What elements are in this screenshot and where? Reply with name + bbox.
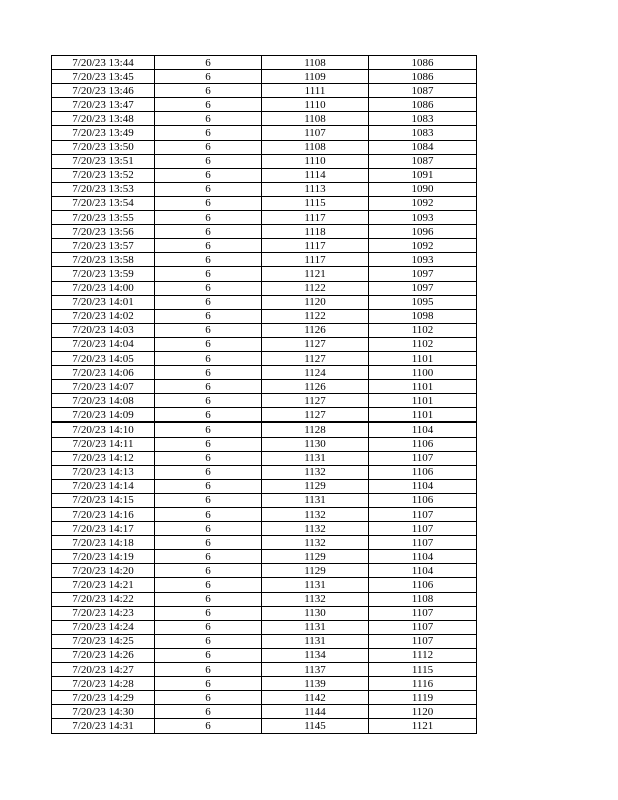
value-cell-1: 6: [155, 211, 262, 225]
table-row: [52, 337, 477, 351]
value-cell-3: 1087: [369, 84, 477, 98]
table-row: [52, 394, 477, 408]
value-cell-1: 6: [155, 592, 262, 606]
timestamp-cell: 7/20/23 14:21: [52, 578, 155, 592]
value-cell-1: 6: [155, 479, 262, 493]
value-cell-1: 6: [155, 663, 262, 677]
timestamp-cell: 7/20/23 14:16: [52, 508, 155, 522]
value-cell-3: 1106: [369, 437, 477, 451]
table-row: [52, 154, 477, 168]
value-cell-2: 1120: [262, 295, 369, 309]
timestamp-cell: 7/20/23 14:15: [52, 493, 155, 507]
value-cell-1: 6: [155, 56, 262, 70]
value-cell-2: 1118: [262, 225, 369, 239]
timestamp-cell: 7/20/23 13:57: [52, 239, 155, 253]
timestamp-cell: 7/20/23 14:22: [52, 592, 155, 606]
value-cell-3: 1086: [369, 70, 477, 84]
timestamp-cell: 7/20/23 14:17: [52, 522, 155, 536]
value-cell-1: 6: [155, 536, 262, 550]
table-row: [52, 592, 477, 606]
value-cell-2: 1131: [262, 620, 369, 634]
table-row: [52, 225, 477, 239]
table-row: [52, 182, 477, 196]
value-cell-1: 6: [155, 182, 262, 196]
timestamp-cell: 7/20/23 13:49: [52, 126, 155, 140]
value-cell-2: 1110: [262, 154, 369, 168]
table-row: [52, 648, 477, 662]
value-cell-1: 6: [155, 394, 262, 408]
table-row: [52, 366, 477, 380]
value-cell-3: 1106: [369, 465, 477, 479]
value-cell-2: 1111: [262, 84, 369, 98]
table-body: [52, 56, 477, 734]
value-cell-3: 1104: [369, 564, 477, 578]
value-cell-1: 6: [155, 84, 262, 98]
value-cell-2: 1124: [262, 366, 369, 380]
value-cell-3: 1090: [369, 182, 477, 196]
value-cell-1: 6: [155, 140, 262, 154]
value-cell-2: 1114: [262, 168, 369, 182]
timestamp-cell: 7/20/23 14:12: [52, 451, 155, 465]
value-cell-2: 1128: [262, 422, 369, 437]
table-row: [52, 140, 477, 154]
value-cell-1: 6: [155, 323, 262, 337]
value-cell-1: 6: [155, 267, 262, 281]
value-cell-3: 1093: [369, 253, 477, 267]
table-row: [52, 295, 477, 309]
value-cell-1: 6: [155, 620, 262, 634]
table-row: [52, 465, 477, 479]
value-cell-1: 6: [155, 493, 262, 507]
value-cell-3: 1104: [369, 479, 477, 493]
value-cell-1: 6: [155, 98, 262, 112]
value-cell-3: 1087: [369, 154, 477, 168]
value-cell-3: 1102: [369, 323, 477, 337]
data-table: [51, 55, 477, 734]
value-cell-3: 1112: [369, 648, 477, 662]
timestamp-cell: 7/20/23 13:58: [52, 253, 155, 267]
value-cell-1: 6: [155, 437, 262, 451]
value-cell-2: 1131: [262, 634, 369, 648]
value-cell-3: 1086: [369, 56, 477, 70]
timestamp-cell: 7/20/23 14:18: [52, 536, 155, 550]
table-row: [52, 267, 477, 281]
value-cell-2: 1127: [262, 337, 369, 351]
table-row: [52, 309, 477, 323]
value-cell-3: 1107: [369, 522, 477, 536]
value-cell-3: 1098: [369, 309, 477, 323]
value-cell-1: 6: [155, 422, 262, 437]
value-cell-2: 1129: [262, 564, 369, 578]
value-cell-2: 1144: [262, 705, 369, 719]
value-cell-2: 1108: [262, 140, 369, 154]
value-cell-1: 6: [155, 154, 262, 168]
value-cell-3: 1083: [369, 126, 477, 140]
timestamp-cell: 7/20/23 14:19: [52, 550, 155, 564]
value-cell-1: 6: [155, 126, 262, 140]
table-row: [52, 408, 477, 423]
value-cell-1: 6: [155, 281, 262, 295]
value-cell-2: 1145: [262, 719, 369, 733]
value-cell-2: 1110: [262, 98, 369, 112]
value-cell-2: 1117: [262, 211, 369, 225]
value-cell-1: 6: [155, 253, 262, 267]
timestamp-cell: 7/20/23 14:31: [52, 719, 155, 733]
timestamp-cell: 7/20/23 14:10: [52, 422, 155, 437]
value-cell-3: 1097: [369, 267, 477, 281]
table-row: [52, 606, 477, 620]
value-cell-3: 1093: [369, 211, 477, 225]
timestamp-cell: 7/20/23 13:52: [52, 168, 155, 182]
value-cell-3: 1106: [369, 493, 477, 507]
value-cell-1: 6: [155, 508, 262, 522]
value-cell-2: 1132: [262, 592, 369, 606]
value-cell-3: 1107: [369, 634, 477, 648]
timestamp-cell: 7/20/23 14:03: [52, 323, 155, 337]
value-cell-3: 1120: [369, 705, 477, 719]
value-cell-3: 1101: [369, 408, 477, 423]
value-cell-2: 1131: [262, 493, 369, 507]
timestamp-cell: 7/20/23 13:44: [52, 56, 155, 70]
value-cell-2: 1134: [262, 648, 369, 662]
value-cell-2: 1130: [262, 606, 369, 620]
value-cell-1: 6: [155, 309, 262, 323]
value-cell-1: 6: [155, 465, 262, 479]
value-cell-2: 1137: [262, 663, 369, 677]
value-cell-2: 1107: [262, 126, 369, 140]
table-row: [52, 380, 477, 394]
value-cell-1: 6: [155, 295, 262, 309]
value-cell-3: 1083: [369, 112, 477, 126]
value-cell-3: 1101: [369, 394, 477, 408]
value-cell-2: 1127: [262, 351, 369, 365]
value-cell-3: 1084: [369, 140, 477, 154]
value-cell-3: 1086: [369, 98, 477, 112]
timestamp-cell: 7/20/23 13:59: [52, 267, 155, 281]
table-row: [52, 677, 477, 691]
value-cell-2: 1126: [262, 380, 369, 394]
table-row: [52, 493, 477, 507]
value-cell-1: 6: [155, 366, 262, 380]
table-row: [52, 564, 477, 578]
value-cell-1: 6: [155, 578, 262, 592]
value-cell-1: 6: [155, 380, 262, 394]
timestamp-cell: 7/20/23 14:28: [52, 677, 155, 691]
value-cell-1: 6: [155, 550, 262, 564]
table-row: [52, 663, 477, 677]
table-row: [52, 211, 477, 225]
timestamp-cell: 7/20/23 13:46: [52, 84, 155, 98]
timestamp-cell: 7/20/23 14:30: [52, 705, 155, 719]
value-cell-2: 1126: [262, 323, 369, 337]
timestamp-cell: 7/20/23 14:29: [52, 691, 155, 705]
timestamp-cell: 7/20/23 14:00: [52, 281, 155, 295]
timestamp-cell: 7/20/23 14:11: [52, 437, 155, 451]
timestamp-cell: 7/20/23 13:48: [52, 112, 155, 126]
table-row: [52, 253, 477, 267]
value-cell-1: 6: [155, 112, 262, 126]
value-cell-3: 1108: [369, 592, 477, 606]
value-cell-2: 1117: [262, 253, 369, 267]
value-cell-3: 1092: [369, 196, 477, 210]
timestamp-cell: 7/20/23 14:06: [52, 366, 155, 380]
timestamp-cell: 7/20/23 14:25: [52, 634, 155, 648]
timestamp-cell: 7/20/23 14:09: [52, 408, 155, 423]
value-cell-3: 1102: [369, 337, 477, 351]
value-cell-3: 1107: [369, 606, 477, 620]
value-cell-2: 1131: [262, 578, 369, 592]
value-cell-2: 1132: [262, 536, 369, 550]
timestamp-cell: 7/20/23 13:50: [52, 140, 155, 154]
value-cell-1: 6: [155, 196, 262, 210]
value-cell-1: 6: [155, 168, 262, 182]
table-row: [52, 536, 477, 550]
timestamp-cell: 7/20/23 14:08: [52, 394, 155, 408]
value-cell-2: 1129: [262, 479, 369, 493]
value-cell-1: 6: [155, 337, 262, 351]
value-cell-3: 1100: [369, 366, 477, 380]
value-cell-1: 6: [155, 225, 262, 239]
value-cell-3: 1107: [369, 536, 477, 550]
value-cell-3: 1092: [369, 239, 477, 253]
value-cell-3: 1107: [369, 620, 477, 634]
timestamp-cell: 7/20/23 14:26: [52, 648, 155, 662]
value-cell-1: 6: [155, 677, 262, 691]
value-cell-1: 6: [155, 719, 262, 733]
value-cell-1: 6: [155, 70, 262, 84]
value-cell-2: 1132: [262, 465, 369, 479]
timestamp-cell: 7/20/23 14:02: [52, 309, 155, 323]
value-cell-3: 1119: [369, 691, 477, 705]
value-cell-3: 1116: [369, 677, 477, 691]
value-cell-2: 1122: [262, 281, 369, 295]
value-cell-1: 6: [155, 451, 262, 465]
value-cell-3: 1095: [369, 295, 477, 309]
value-cell-2: 1132: [262, 508, 369, 522]
table-row: [52, 479, 477, 493]
value-cell-3: 1115: [369, 663, 477, 677]
table-row: [52, 351, 477, 365]
table-row: [52, 705, 477, 719]
value-cell-3: 1121: [369, 719, 477, 733]
value-cell-1: 6: [155, 522, 262, 536]
value-cell-2: 1117: [262, 239, 369, 253]
value-cell-2: 1121: [262, 267, 369, 281]
value-cell-3: 1097: [369, 281, 477, 295]
table-row: [52, 56, 477, 70]
value-cell-2: 1115: [262, 196, 369, 210]
value-cell-2: 1131: [262, 451, 369, 465]
table-row: [52, 98, 477, 112]
table-row: [52, 239, 477, 253]
table-row: [52, 84, 477, 98]
value-cell-1: 6: [155, 705, 262, 719]
table-row: [52, 112, 477, 126]
value-cell-2: 1108: [262, 56, 369, 70]
timestamp-cell: 7/20/23 13:55: [52, 211, 155, 225]
value-cell-2: 1129: [262, 550, 369, 564]
table-row: [52, 451, 477, 465]
table-row: [52, 578, 477, 592]
value-cell-2: 1132: [262, 522, 369, 536]
value-cell-1: 6: [155, 606, 262, 620]
timestamp-cell: 7/20/23 13:51: [52, 154, 155, 168]
value-cell-2: 1139: [262, 677, 369, 691]
timestamp-cell: 7/20/23 14:01: [52, 295, 155, 309]
value-cell-2: 1127: [262, 408, 369, 423]
table-row: [52, 437, 477, 451]
table-row: [52, 281, 477, 295]
timestamp-cell: 7/20/23 14:14: [52, 479, 155, 493]
table-row: [52, 620, 477, 634]
value-cell-2: 1127: [262, 394, 369, 408]
value-cell-3: 1101: [369, 351, 477, 365]
table-row: [52, 719, 477, 733]
timestamp-cell: 7/20/23 14:24: [52, 620, 155, 634]
timestamp-cell: 7/20/23 13:47: [52, 98, 155, 112]
timestamp-cell: 7/20/23 14:07: [52, 380, 155, 394]
table-row: [52, 691, 477, 705]
timestamp-cell: 7/20/23 14:04: [52, 337, 155, 351]
value-cell-1: 6: [155, 351, 262, 365]
value-cell-3: 1104: [369, 550, 477, 564]
value-cell-3: 1096: [369, 225, 477, 239]
value-cell-2: 1109: [262, 70, 369, 84]
value-cell-1: 6: [155, 691, 262, 705]
timestamp-cell: 7/20/23 13:45: [52, 70, 155, 84]
table-row: [52, 168, 477, 182]
value-cell-2: 1113: [262, 182, 369, 196]
value-cell-2: 1122: [262, 309, 369, 323]
value-cell-1: 6: [155, 634, 262, 648]
timestamp-cell: 7/20/23 14:05: [52, 351, 155, 365]
value-cell-3: 1101: [369, 380, 477, 394]
value-cell-2: 1130: [262, 437, 369, 451]
value-cell-3: 1107: [369, 508, 477, 522]
value-cell-2: 1142: [262, 691, 369, 705]
table-row: [52, 522, 477, 536]
value-cell-3: 1107: [369, 451, 477, 465]
table-row: [52, 126, 477, 140]
table-row: [52, 196, 477, 210]
timestamp-cell: 7/20/23 14:27: [52, 663, 155, 677]
table-row: [52, 634, 477, 648]
value-cell-3: 1106: [369, 578, 477, 592]
table-row: [52, 323, 477, 337]
timestamp-cell: 7/20/23 14:13: [52, 465, 155, 479]
timestamp-cell: 7/20/23 13:53: [52, 182, 155, 196]
table-row: [52, 422, 477, 437]
value-cell-1: 6: [155, 408, 262, 423]
timestamp-cell: 7/20/23 14:23: [52, 606, 155, 620]
table-row: [52, 70, 477, 84]
value-cell-2: 1108: [262, 112, 369, 126]
timestamp-cell: 7/20/23 13:56: [52, 225, 155, 239]
value-cell-3: 1104: [369, 422, 477, 437]
timestamp-cell: 7/20/23 14:20: [52, 564, 155, 578]
value-cell-1: 6: [155, 564, 262, 578]
table-row: [52, 550, 477, 564]
value-cell-3: 1091: [369, 168, 477, 182]
timestamp-cell: 7/20/23 13:54: [52, 196, 155, 210]
table-row: [52, 508, 477, 522]
value-cell-1: 6: [155, 239, 262, 253]
value-cell-1: 6: [155, 648, 262, 662]
